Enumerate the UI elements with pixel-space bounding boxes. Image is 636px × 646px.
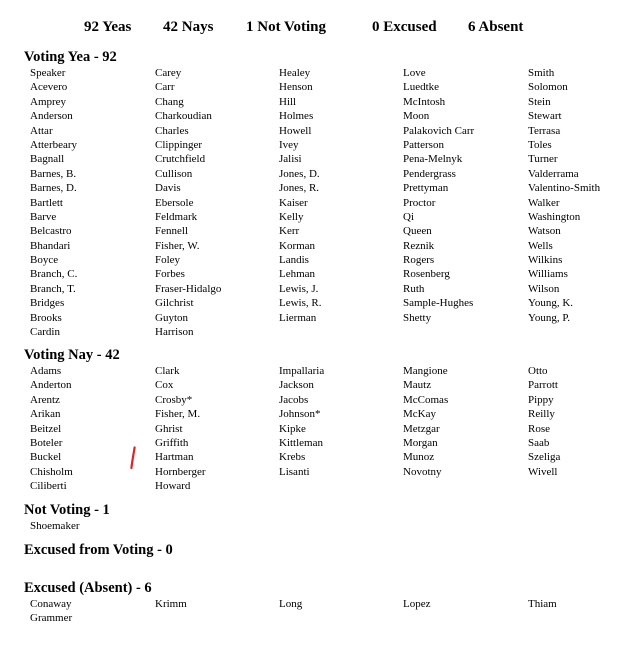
legislator-name: Fraser-Hidalgo bbox=[155, 282, 222, 295]
legislator-name: Shoemaker bbox=[30, 520, 80, 532]
legislator-name: Williams bbox=[528, 268, 568, 281]
legislator-name: Mautz bbox=[403, 379, 432, 392]
section-heading-excused-voting: Excused from Voting - 0 bbox=[24, 542, 173, 558]
legislator-name: Fisher, M. bbox=[155, 408, 201, 421]
legislator-name: Cullison bbox=[155, 167, 193, 180]
legislator-name: Jalisi bbox=[279, 153, 302, 166]
legislator-name: Kelly bbox=[279, 210, 304, 223]
legislator-name: Gilchrist bbox=[155, 297, 194, 310]
legislator-name: Charkoudian bbox=[155, 110, 212, 123]
legislator-name: Rogers bbox=[403, 254, 435, 267]
legislator-name: Holmes bbox=[279, 110, 314, 123]
legislator-name: Toles bbox=[528, 138, 552, 151]
legislator-name: Landis bbox=[279, 254, 309, 267]
legislator-name: Krebs bbox=[279, 451, 306, 464]
legislator-name: Henson bbox=[279, 81, 313, 94]
legislator-name: Turner bbox=[528, 153, 558, 166]
legislator-name: Munoz bbox=[403, 451, 435, 464]
legislator-name: Korman bbox=[279, 239, 316, 252]
legislator-name: Reznik bbox=[403, 239, 435, 252]
legislator-name: Ciliberti bbox=[30, 480, 67, 493]
legislator-name: Pena-Melnyk bbox=[403, 153, 463, 166]
legislator-name: Young, P. bbox=[528, 311, 570, 324]
legislator-name: Arentz bbox=[30, 393, 60, 406]
legislator-name: Foley bbox=[155, 254, 181, 267]
legislator-name: Smith bbox=[528, 67, 555, 79]
legislator-name: Davis bbox=[155, 182, 181, 195]
legislator-name: Otto bbox=[528, 365, 548, 377]
legislator-name: Ghrist bbox=[155, 422, 183, 435]
legislator-name: Love bbox=[403, 67, 426, 79]
legislator-name: Carr bbox=[155, 81, 175, 94]
legislator-name: Belcastro bbox=[30, 225, 72, 238]
legislator-name: Arikan bbox=[30, 408, 61, 421]
legislator-name: Griffith bbox=[155, 436, 189, 449]
legislator-name: Novotny bbox=[403, 465, 442, 478]
legislator-name: Wilkins bbox=[528, 254, 563, 267]
legislator-name: Chang bbox=[155, 95, 184, 108]
legislator-name: Anderton bbox=[30, 379, 72, 392]
legislator-name: Guyton bbox=[155, 311, 188, 324]
name-column bbox=[403, 66, 474, 325]
name-column bbox=[30, 519, 79, 533]
legislator-name: McComas bbox=[403, 393, 449, 406]
legislator-name: Fennell bbox=[155, 225, 188, 238]
legislator-name: Young, K. bbox=[528, 297, 574, 310]
legislator-name: Valentino-Smith bbox=[528, 182, 601, 195]
legislator-name: Crosby* bbox=[155, 393, 193, 406]
legislator-name: Cox bbox=[155, 379, 174, 392]
legislator-name: Pippy bbox=[528, 393, 554, 406]
legislator-name: Attar bbox=[30, 124, 53, 137]
legislator-name: Howard bbox=[155, 480, 191, 493]
legislator-name: Kipke bbox=[279, 422, 306, 435]
name-column bbox=[279, 66, 321, 325]
legislator-name: Queen bbox=[403, 225, 432, 238]
legislator-name: Healey bbox=[279, 67, 311, 79]
name-column bbox=[30, 66, 77, 339]
legislator-name: Adams bbox=[30, 365, 62, 377]
not-voting-count: 1 Not Voting bbox=[246, 19, 327, 35]
name-column bbox=[528, 364, 560, 479]
legislator-name: Long bbox=[279, 598, 303, 610]
legislator-name: Mangione bbox=[403, 365, 448, 377]
legislator-name: Solomon bbox=[528, 81, 568, 94]
legislator-name: Rosenberg bbox=[403, 268, 450, 281]
legislator-name: Prettyman bbox=[403, 182, 449, 195]
legislator-name: Charles bbox=[155, 124, 189, 137]
legislator-name: Conaway bbox=[30, 598, 72, 610]
legislator-name: McIntosh bbox=[403, 95, 446, 108]
nays-count: 42 Nays bbox=[163, 19, 214, 35]
legislator-name: Impallaria bbox=[279, 365, 325, 377]
legislator-name: Sample-Hughes bbox=[403, 297, 474, 310]
legislator-name: Lierman bbox=[279, 311, 317, 324]
red-pen-mark-icon bbox=[129, 446, 137, 470]
legislator-name: Buckel bbox=[30, 451, 62, 464]
legislator-name: Wivell bbox=[528, 465, 558, 478]
legislator-name: Morgan bbox=[403, 436, 438, 449]
legislator-name: Terrasa bbox=[528, 124, 561, 137]
name-column bbox=[528, 66, 600, 325]
legislator-name: Watson bbox=[528, 225, 561, 238]
legislator-name: Boteler bbox=[30, 436, 63, 449]
name-column bbox=[279, 597, 302, 611]
yeas-count: 92 Yeas bbox=[84, 19, 132, 35]
name-column bbox=[403, 364, 448, 479]
legislator-name: Boyce bbox=[30, 254, 59, 267]
name-column bbox=[155, 597, 187, 611]
legislator-name: Johnson* bbox=[279, 408, 321, 421]
name-column bbox=[155, 364, 206, 494]
legislator-name: Thiam bbox=[528, 598, 557, 610]
legislator-name: Stein bbox=[528, 95, 551, 108]
legislator-name: Lewis, J. bbox=[279, 282, 319, 295]
legislator-name: Metzgar bbox=[403, 422, 440, 435]
legislator-name: Forbes bbox=[155, 268, 185, 281]
legislator-name: Krimm bbox=[155, 598, 187, 610]
legislator-name: Acevero bbox=[30, 81, 68, 94]
legislator-name: Wells bbox=[528, 239, 553, 252]
section-heading-excused-absent: Excused (Absent) - 6 bbox=[24, 580, 152, 596]
name-column bbox=[155, 66, 221, 339]
legislator-name: Barnes, B. bbox=[30, 167, 77, 180]
legislator-name: Clark bbox=[155, 365, 180, 377]
legislator-name: Barnes, D. bbox=[30, 182, 77, 195]
section-heading-yea: Voting Yea - 92 bbox=[24, 49, 117, 65]
legislator-name: Rose bbox=[528, 422, 550, 435]
legislator-name: Harrison bbox=[155, 326, 194, 339]
legislator-name: Saab bbox=[528, 436, 550, 449]
legislator-name: Kittleman bbox=[279, 436, 323, 449]
legislator-name: Reilly bbox=[528, 408, 555, 421]
legislator-name: Amprey bbox=[30, 95, 67, 108]
legislator-name: Cardin bbox=[30, 326, 60, 339]
legislator-name: Feldmark bbox=[155, 210, 198, 223]
legislator-name: Bhandari bbox=[30, 239, 71, 252]
legislator-name: Crutchfield bbox=[155, 153, 206, 166]
legislator-name: Kaiser bbox=[279, 196, 308, 209]
name-column bbox=[279, 364, 324, 479]
legislator-name: Branch, T. bbox=[30, 282, 76, 295]
legislator-name: Howell bbox=[279, 124, 312, 137]
section-heading-not-voting: Not Voting - 1 bbox=[24, 502, 110, 518]
legislator-name: Moon bbox=[403, 110, 430, 123]
name-column bbox=[528, 597, 557, 611]
legislator-name: Hill bbox=[279, 95, 297, 108]
legislator-name: Pendergrass bbox=[403, 167, 456, 180]
legislator-name: Wilson bbox=[528, 282, 560, 295]
legislator-name: Beitzel bbox=[30, 422, 62, 435]
legislator-name: Ivey bbox=[279, 138, 299, 151]
legislator-name: Lopez bbox=[403, 598, 431, 610]
name-column bbox=[403, 597, 430, 611]
legislator-name: Jones, D. bbox=[279, 167, 320, 180]
legislator-name: Bartlett bbox=[30, 196, 63, 209]
legislator-name: Lewis, R. bbox=[279, 297, 322, 310]
legislator-name: Chisholm bbox=[30, 465, 73, 478]
legislator-name: Kerr bbox=[279, 225, 300, 238]
legislator-name: Anderson bbox=[30, 110, 73, 123]
legislator-name: Lisanti bbox=[279, 465, 310, 478]
legislator-name: Stewart bbox=[528, 110, 562, 123]
legislator-name: Jackson bbox=[279, 379, 314, 392]
excused-count: 0 Excused bbox=[372, 19, 437, 35]
legislator-name: Jones, R. bbox=[279, 182, 320, 195]
legislator-name: Bagnall bbox=[30, 153, 65, 166]
legislator-name: Lehman bbox=[279, 268, 316, 281]
legislator-name: Proctor bbox=[403, 196, 436, 209]
section-heading-nay: Voting Nay - 42 bbox=[24, 347, 120, 363]
legislator-name: Speaker bbox=[30, 67, 66, 79]
legislator-name: Valderrama bbox=[528, 167, 579, 180]
legislator-name: Clippinger bbox=[155, 138, 203, 151]
legislator-name: Carey bbox=[155, 67, 182, 79]
name-column bbox=[30, 364, 73, 494]
legislator-name: Bridges bbox=[30, 297, 65, 310]
legislator-name: Brooks bbox=[30, 311, 62, 324]
legislator-name: Hartman bbox=[155, 451, 194, 464]
legislator-name: Washington bbox=[528, 210, 581, 223]
legislator-name: Ruth bbox=[403, 282, 425, 295]
legislator-name: McKay bbox=[403, 408, 436, 421]
name-column bbox=[30, 597, 72, 626]
vote-summary bbox=[0, 19, 636, 39]
legislator-name: Qi bbox=[403, 210, 414, 223]
legislator-name: Ebersole bbox=[155, 196, 194, 209]
absent-count: 6 Absent bbox=[468, 19, 524, 35]
legislator-name: Hornberger bbox=[155, 465, 206, 478]
legislator-name: Shetty bbox=[403, 311, 432, 324]
legislator-name: Jacobs bbox=[279, 393, 309, 406]
legislator-name: Luedtke bbox=[403, 81, 440, 94]
legislator-name: Patterson bbox=[403, 138, 444, 151]
legislator-name: Atterbeary bbox=[30, 138, 78, 151]
legislator-name: Szeliga bbox=[528, 451, 561, 464]
legislator-name: Branch, C. bbox=[30, 268, 78, 281]
legislator-name: Palakovich Carr bbox=[403, 124, 475, 137]
legislator-name: Grammer bbox=[30, 612, 73, 625]
legislator-name: Parrott bbox=[528, 379, 558, 392]
legislator-name: Walker bbox=[528, 196, 560, 209]
legislator-name: Fisher, W. bbox=[155, 239, 200, 252]
legislator-name: Barve bbox=[30, 210, 57, 223]
